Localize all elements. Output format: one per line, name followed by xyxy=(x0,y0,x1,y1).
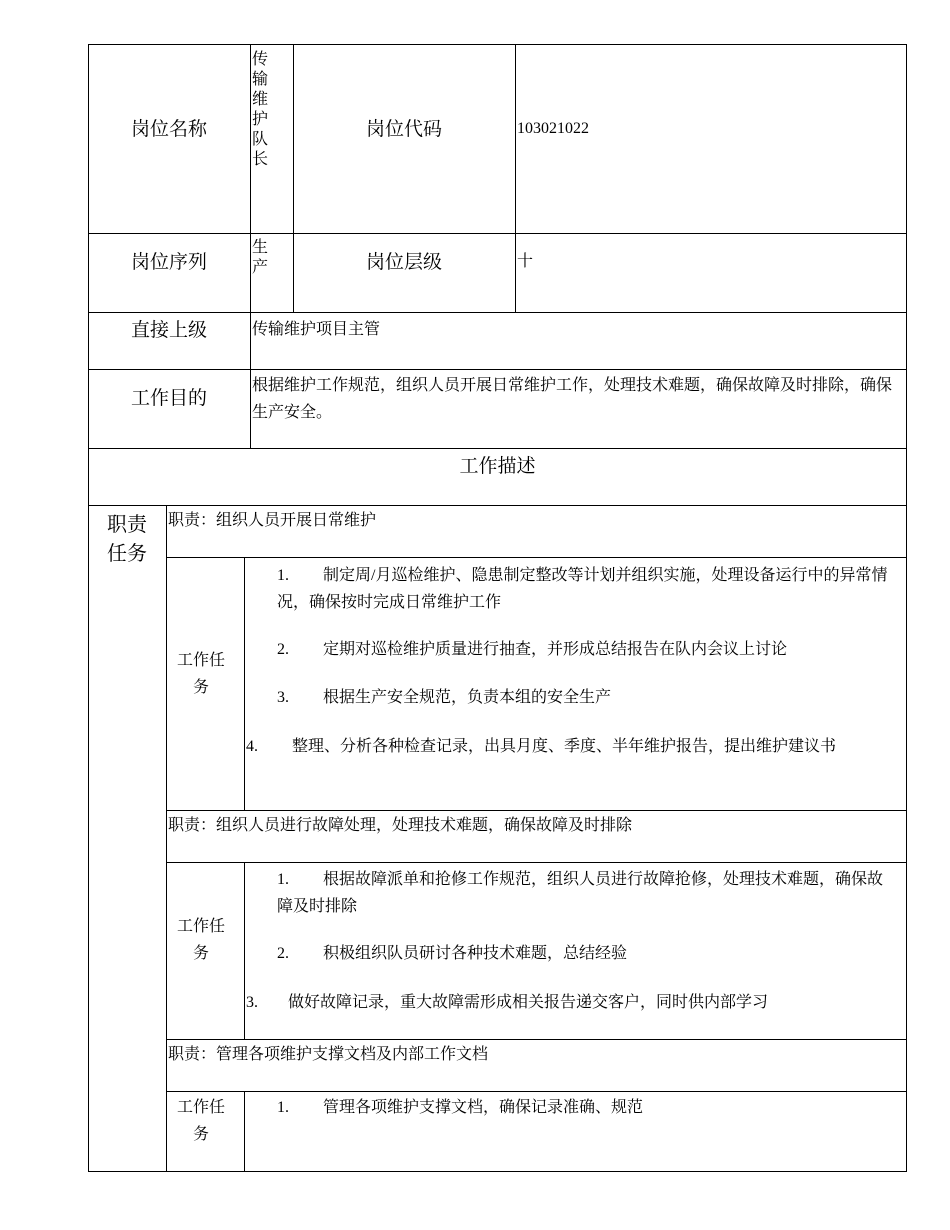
job-level-label: 岗位层级 xyxy=(365,252,442,273)
col-divider xyxy=(244,557,245,810)
task-item xyxy=(277,866,891,920)
job-series-value: 生产 xyxy=(252,239,269,276)
task-number: 1. xyxy=(277,1099,289,1116)
duty-title: 职责：管理各项维护支撑文档及内部工作文档 xyxy=(168,1046,489,1063)
task-label: 工作任务 xyxy=(176,1099,225,1143)
col-divider xyxy=(244,862,245,1039)
task-item xyxy=(277,636,891,663)
job-level-value: 十 xyxy=(517,253,534,270)
task-item xyxy=(277,562,891,616)
task-text: 做好故障记录，重大故障需形成相关报告递交客户，同时供内部学习 xyxy=(288,994,769,1011)
purpose-value: 根据维护工作规范，组织人员开展日常维护工作，处理技术难题，确保故障及时排除，确保生产安全。 xyxy=(252,377,893,421)
job-name-value: 传输维护队长 xyxy=(252,51,269,168)
job-series-label: 岗位序列 xyxy=(130,252,207,273)
row-divider xyxy=(88,312,907,313)
row-divider xyxy=(88,233,907,234)
task-text: 整理、分析各种检查记录，出具月度、季度、半年维护报告，提出维护建议书 xyxy=(292,738,837,755)
superior-value: 传输维护项目主管 xyxy=(252,321,381,338)
row-divider xyxy=(166,810,907,811)
col-divider xyxy=(166,505,167,1172)
job-name-label: 岗位名称 xyxy=(130,119,207,140)
task-item xyxy=(277,1094,891,1121)
col-divider xyxy=(244,1091,245,1172)
purpose-label: 工作目的 xyxy=(130,388,207,409)
task-text: 制定周/月巡检维护、隐患制定整改等计划并组织实施，处理设备运行中的异常情况，确保按时完成日常维护工作 xyxy=(277,567,888,611)
row-divider xyxy=(88,505,907,506)
task-text: 根据生产安全规范，负责本组的安全生产 xyxy=(323,689,612,706)
task-number: 1. xyxy=(277,567,289,584)
task-text: 根据故障派单和抢修工作规范，组织人员进行故障抢修，处理技术难题，确保故障及时排除 xyxy=(277,871,884,915)
task-item xyxy=(246,733,892,760)
task-number: 1. xyxy=(277,871,289,888)
task-number: 4. xyxy=(246,738,258,755)
superior-label: 直接上级 xyxy=(130,320,207,341)
task-text: 管理各项维护支撑文档，确保记录准确、规范 xyxy=(323,1099,644,1116)
col-divider xyxy=(250,44,251,448)
section-title: 工作描述 xyxy=(459,456,536,477)
row-divider xyxy=(166,862,907,863)
row-divider xyxy=(88,448,907,449)
job-code-value: 103021022 xyxy=(517,120,589,137)
task-text: 定期对巡检维护质量进行抽查，并形成总结报告在队内会议上讨论 xyxy=(323,641,788,658)
duty-title: 职责：组织人员开展日常维护 xyxy=(168,512,377,529)
row-divider xyxy=(166,1039,907,1040)
task-number: 3. xyxy=(246,994,258,1011)
task-number: 2. xyxy=(277,641,289,658)
task-item xyxy=(277,684,891,711)
job-code-label: 岗位代码 xyxy=(365,119,442,140)
task-number: 2. xyxy=(277,945,289,962)
col-divider xyxy=(515,44,516,312)
row-divider xyxy=(166,1091,907,1092)
row-divider xyxy=(88,369,907,370)
duty-title: 职责：组织人员进行故障处理，处理技术难题，确保故障及时排除 xyxy=(168,817,633,834)
task-number: 3. xyxy=(277,689,289,706)
task-text: 积极组织队员研讨各种技术难题，总结经验 xyxy=(323,945,628,962)
task-item xyxy=(277,940,891,967)
duties-label: 职责任务 xyxy=(107,514,147,565)
task-label: 工作任务 xyxy=(176,652,225,696)
task-item xyxy=(246,989,892,1016)
row-divider xyxy=(166,557,907,558)
task-label: 工作任务 xyxy=(176,918,225,962)
